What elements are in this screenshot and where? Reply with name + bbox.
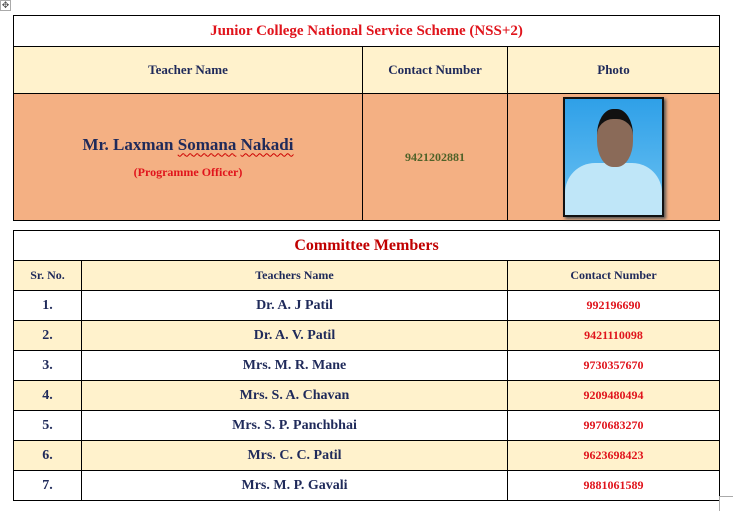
officer-photo[interactable] <box>563 97 664 217</box>
officer-name-middle: Somana <box>177 134 237 154</box>
contact-cell: 9421110098 <box>508 321 720 351</box>
sr-no-cell: 2. <box>14 321 82 351</box>
column-header-sr-no: Sr. No. <box>14 261 82 291</box>
teacher-name-cell: Mrs. C. C. Patil <box>82 441 508 471</box>
sr-no-cell: 7. <box>14 471 82 501</box>
sr-no-cell: 4. <box>14 381 82 411</box>
sr-no-cell: 1. <box>14 291 82 321</box>
sr-no-cell: 3. <box>14 351 82 381</box>
teacher-name-cell: Dr. A. V. Patil <box>82 321 508 351</box>
table-title: Junior College National Service Scheme (NSS+2) <box>14 16 720 47</box>
table-resize-handle[interactable] <box>719 496 733 511</box>
table-row <box>14 351 720 381</box>
contact-cell: 9881061589 <box>508 471 720 501</box>
contact-cell: 992196690 <box>508 291 720 321</box>
column-header-teacher-name: Teacher Name <box>14 47 363 94</box>
committee-title: Committee Members <box>14 231 720 261</box>
teacher-name-cell: Mrs. M. P. Gavali <box>82 471 508 501</box>
column-header-contact-number: Contact Number <box>363 47 508 94</box>
photo-cell <box>508 94 720 221</box>
teacher-name-cell: Dr. A. J Patil <box>82 291 508 321</box>
teacher-name-cell: Mrs. S. P. Panchbhai <box>82 411 508 441</box>
table-move-handle-icon[interactable]: ✥ <box>1 1 10 11</box>
sr-no-cell: 6. <box>14 441 82 471</box>
table-row <box>14 291 720 321</box>
table-row <box>14 441 720 471</box>
table-row <box>14 471 720 501</box>
committee-table <box>13 230 720 501</box>
officer-name-last: Nakadi <box>240 134 294 154</box>
column-header-contact-number: Contact Number <box>508 261 720 291</box>
officer-role: (Programme Officer) <box>133 164 243 179</box>
officer-name-first: Mr. Laxman <box>82 134 178 154</box>
teacher-name-cell: Mrs. S. A. Chavan <box>82 381 508 411</box>
contact-cell: 9209480494 <box>508 381 720 411</box>
contact-cell: 9623698423 <box>508 441 720 471</box>
officer-cell <box>14 94 363 221</box>
nss-officer-table <box>13 15 720 221</box>
officer-contact: 9421202881 <box>363 94 508 221</box>
officer-name <box>14 135 362 155</box>
column-header-photo: Photo <box>508 47 720 94</box>
table-row <box>14 321 720 351</box>
sr-no-cell: 5. <box>14 411 82 441</box>
contact-cell: 9730357670 <box>508 351 720 381</box>
photo-shirt <box>565 163 662 215</box>
contact-cell: 9970683270 <box>508 411 720 441</box>
table-row <box>14 411 720 441</box>
table-row <box>14 381 720 411</box>
column-header-teachers-name: Teachers Name <box>82 261 508 291</box>
photo-head <box>597 109 633 167</box>
teacher-name-cell: Mrs. M. R. Mane <box>82 351 508 381</box>
